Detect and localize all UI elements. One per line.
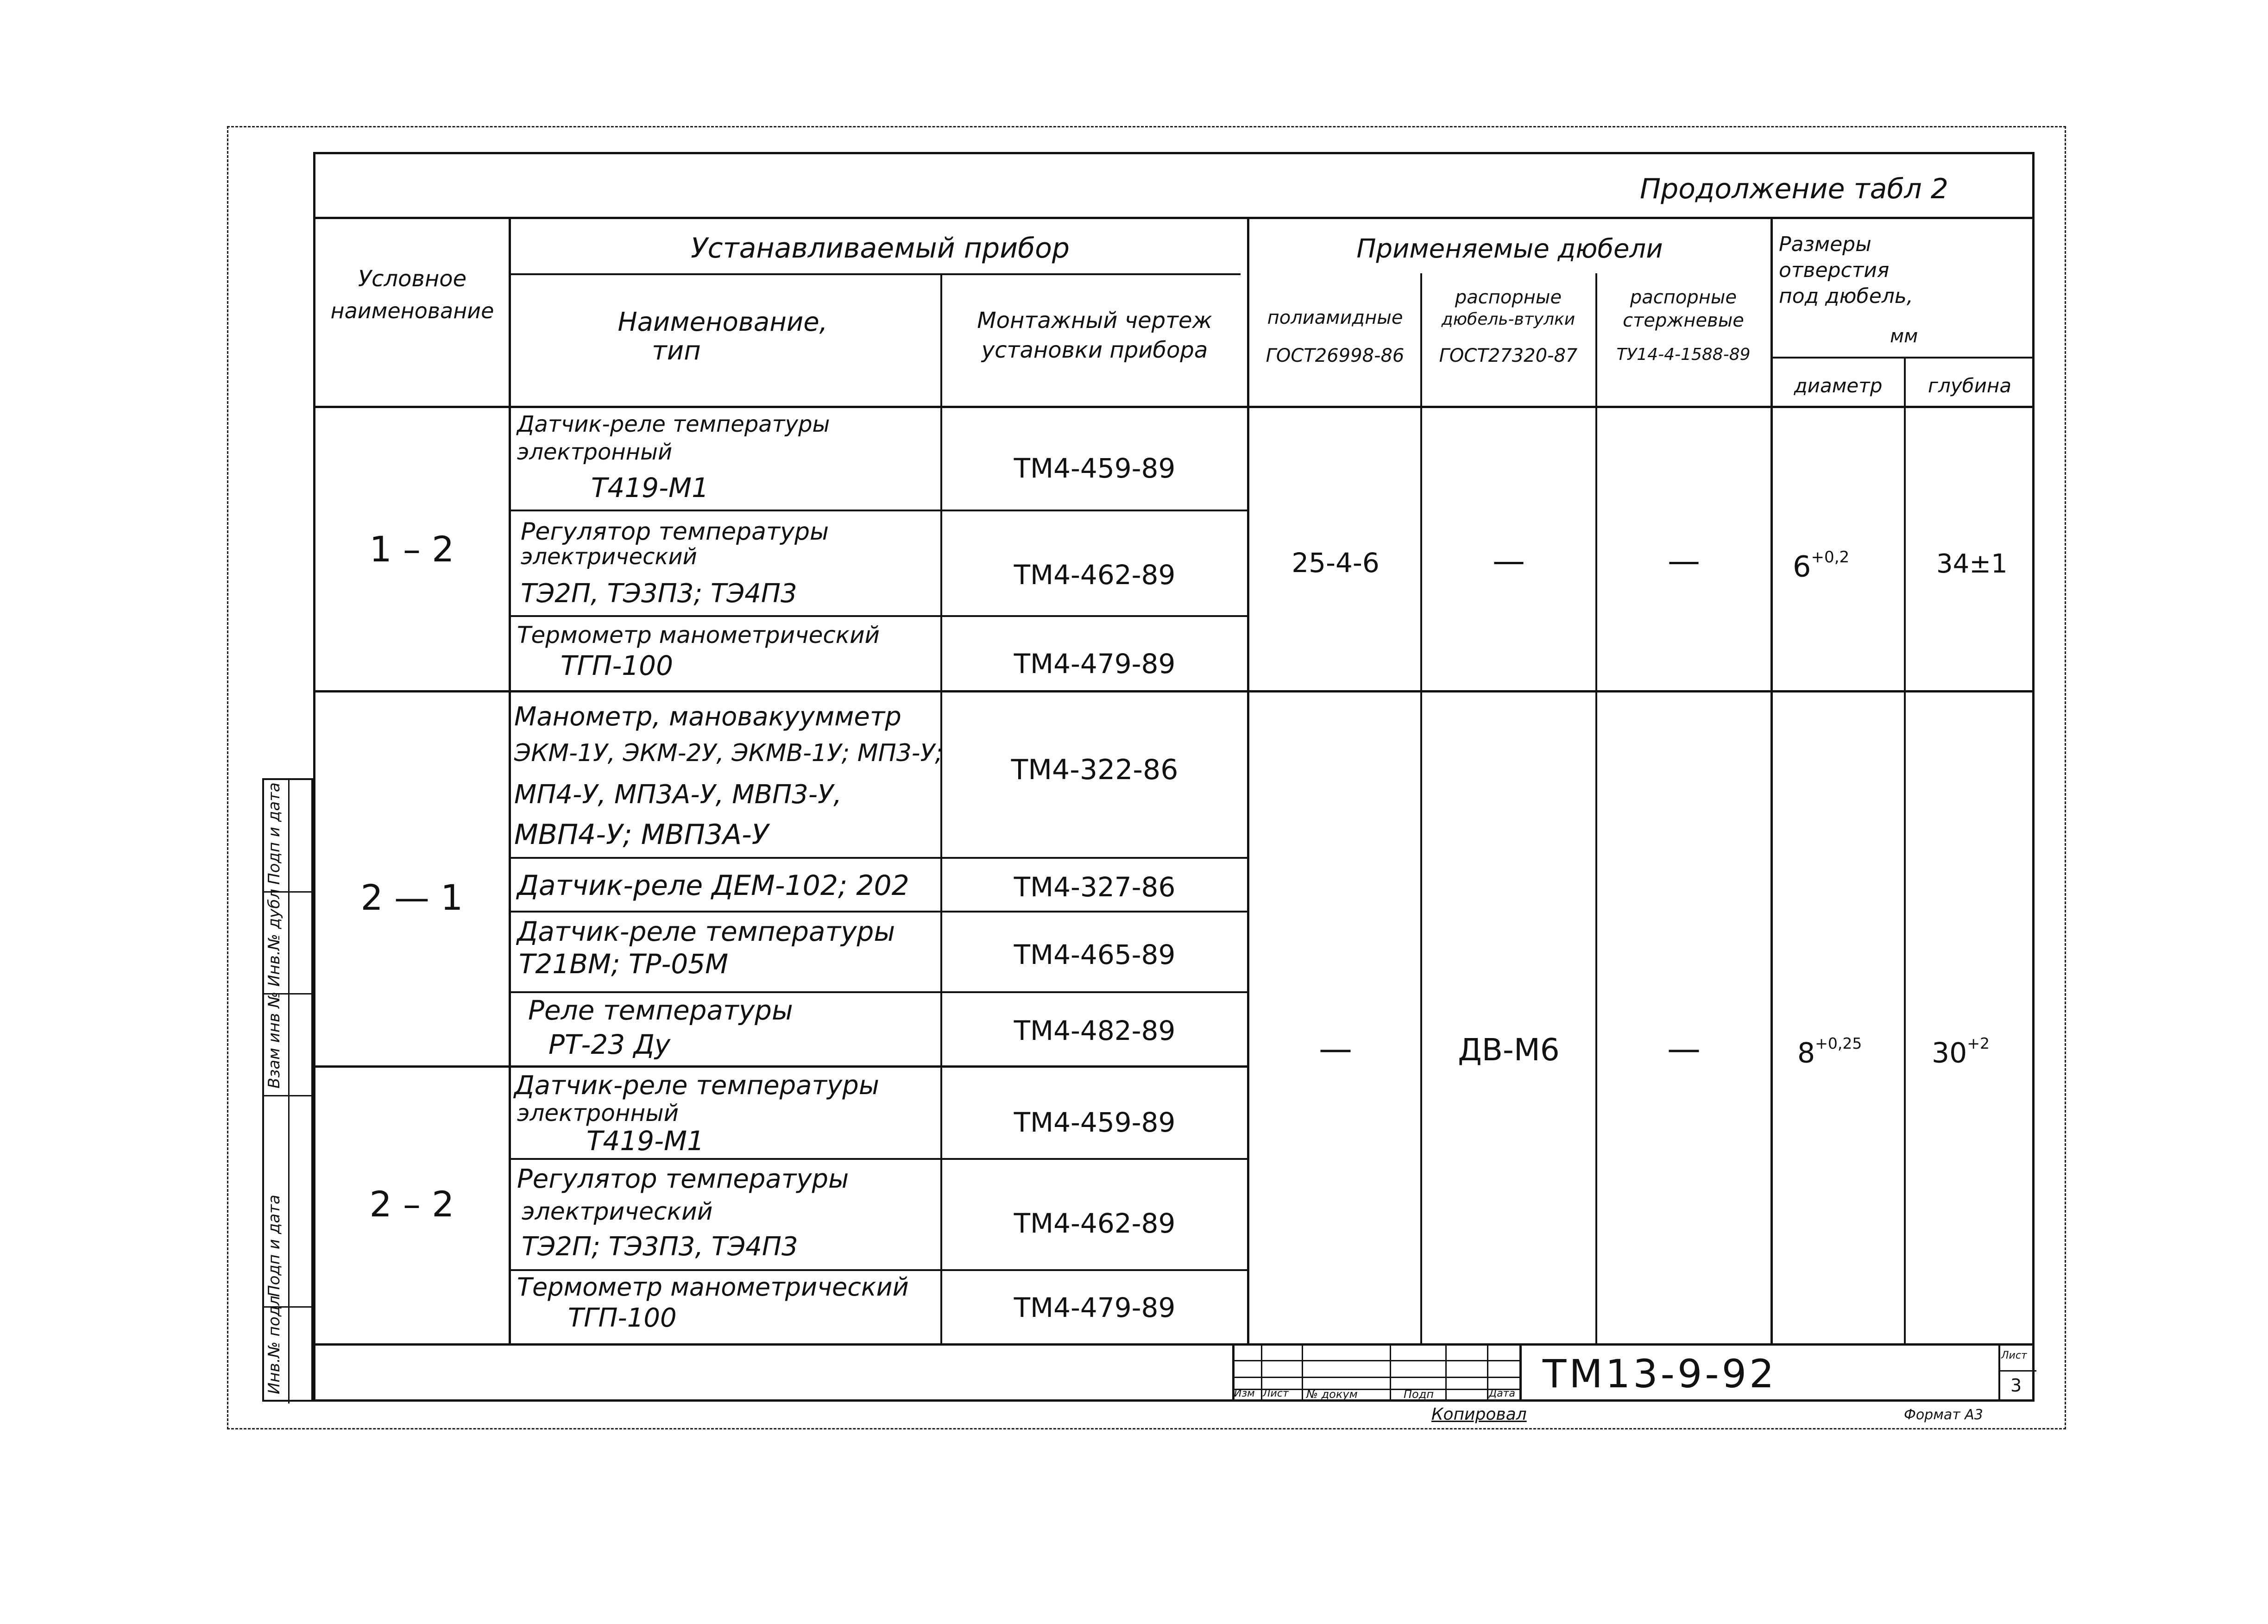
- row-name-line: Т419-М1: [591, 472, 709, 504]
- side-stamp-label: Взам инв №: [265, 991, 284, 1089]
- stamp-col-label: Дата: [1489, 1388, 1515, 1399]
- side-stamp-label: Подп и дата: [265, 782, 284, 885]
- row-name-line: Датчик-реле ДЕМ-102; 202: [517, 869, 909, 902]
- row-name-line: электронный: [517, 439, 673, 465]
- header-sleeve-line2: дюбель-втулки: [1441, 310, 1575, 329]
- doc-code: ТМ13-9-92: [1543, 1351, 1777, 1397]
- continuation-label: Продолжение табл 2: [1640, 173, 1948, 205]
- vline-name: [940, 273, 942, 1344]
- row-drawing: ТМ4-322-86: [1011, 754, 1178, 786]
- group-depth: 34±1: [1936, 549, 2008, 579]
- copied-label: Копировал: [1431, 1405, 1527, 1424]
- group-cond: 2 – 2: [369, 1183, 454, 1225]
- diam-base: 6: [1793, 549, 1811, 584]
- shared-rod: —: [1667, 1029, 1701, 1068]
- hline-row: [509, 991, 1249, 993]
- row-name-line: Регулятор температуры: [517, 1164, 849, 1194]
- header-poly-line2: ГОСТ26998-86: [1266, 345, 1405, 366]
- side-stamp-label: Подп и дата: [265, 1195, 284, 1297]
- stamp-col-label: Лист: [1263, 1388, 1289, 1399]
- vline-sleeve: [1595, 273, 1597, 1344]
- hline-row: [509, 510, 1249, 511]
- row-name-line: ТГП-100: [568, 1303, 677, 1333]
- row-name-line: Т419-М1: [586, 1125, 705, 1157]
- sheet-label: Лист: [2001, 1350, 2027, 1361]
- depth-tol: +2: [1967, 1034, 1990, 1052]
- hline-table-end: [313, 1343, 2035, 1346]
- header-rod-line3: ТУ14-4-1588-89: [1616, 345, 1751, 364]
- vline-poly: [1420, 273, 1422, 1344]
- hline-row: [509, 1269, 1249, 1271]
- row-drawing: ТМ4-479-89: [1014, 1292, 1176, 1323]
- group-diameter: [1793, 548, 1850, 584]
- group-sleeve: —: [1493, 542, 1525, 580]
- vline-drawing: [1247, 217, 1249, 1344]
- diam-tol: +0,25: [1815, 1034, 1862, 1052]
- header-sleeve-line3: ГОСТ27320-87: [1439, 345, 1578, 366]
- stamp-col-label: Изм: [1234, 1388, 1255, 1399]
- header-poly-line1: полиамидные: [1267, 307, 1403, 328]
- vline-diam: [1904, 357, 1906, 1344]
- header-hole-line4: мм: [1890, 326, 1918, 347]
- hline-header-bottom: [313, 406, 2035, 408]
- header-cond-line2: наименование: [330, 298, 494, 323]
- row-drawing: ТМ4-482-89: [1014, 1015, 1176, 1046]
- group-rod: —: [1668, 542, 1700, 580]
- row-drawing: ТМ4-479-89: [1014, 648, 1176, 680]
- hline-sub2: [1770, 357, 2035, 359]
- shared-sleeve: ДВ-М6: [1458, 1032, 1560, 1068]
- hline-row: [509, 615, 1249, 617]
- row-name-line: Реле температуры: [528, 995, 793, 1026]
- row-name-line: Датчик-реле температуры: [514, 1070, 880, 1101]
- row-name-line: МП4-У, МП3А-У, МВП3-У,: [514, 780, 842, 810]
- group-cond: 1 – 2: [369, 529, 454, 570]
- row-name-line: электронный: [517, 1100, 679, 1127]
- row-drawing: ТМ4-459-89: [1014, 453, 1176, 484]
- side-stamp-label: Инв.№ дубл: [265, 888, 284, 987]
- diam-base: 8: [1797, 1037, 1815, 1070]
- row-name-line: Т21ВМ; ТР-05М: [519, 948, 729, 980]
- row-drawing: ТМ4-465-89: [1014, 939, 1176, 970]
- row-name-line: РТ-23 Ду: [548, 1029, 671, 1060]
- hline-row: [509, 911, 1249, 913]
- hline-row: [509, 1158, 1249, 1160]
- row-name-line: электрический: [521, 544, 697, 570]
- format-label: Формат А3: [1904, 1407, 1983, 1423]
- header-rod-line2: стержневые: [1623, 310, 1744, 331]
- hline-row: [509, 857, 1249, 859]
- row-name-line: Термометр манометрический: [517, 1272, 909, 1302]
- row-name-line: Термометр манометрический: [517, 622, 880, 648]
- shared-poly: —: [1319, 1029, 1352, 1068]
- row-name-line: Датчик-реле температуры: [517, 916, 895, 947]
- header-diameter: диаметр: [1794, 374, 1883, 397]
- hline-group2-end: [313, 1065, 1249, 1068]
- hline-sub1: [509, 273, 1241, 275]
- header-sleeve-line1: распорные: [1455, 287, 1562, 308]
- stamp-col-label: Подп: [1404, 1388, 1434, 1401]
- vline-cond: [509, 217, 511, 1344]
- shared-diameter: [1797, 1034, 1862, 1070]
- row-name-line: электрический: [522, 1198, 713, 1226]
- hline-header-top: [313, 217, 2035, 219]
- group-cond: 2 — 1: [360, 877, 463, 918]
- depth-base: 30: [1932, 1037, 1967, 1070]
- header-depth: глубина: [1928, 374, 2012, 397]
- header-hole-line3: под дюбель,: [1779, 284, 1913, 308]
- header-dowels-used: Применяемые дюбели: [1356, 234, 1663, 264]
- diam-tol: +0,2: [1811, 548, 1850, 567]
- row-drawing: ТМ4-459-89: [1014, 1107, 1176, 1138]
- row-name-line: Регулятор температуры: [521, 518, 829, 546]
- row-name-line: ТЭ2П; ТЭ3П3, ТЭ4П3: [522, 1232, 798, 1262]
- row-drawing: ТМ4-462-89: [1014, 559, 1176, 591]
- header-installed-device: Устанавливаемый прибор: [691, 232, 1070, 264]
- side-stamp-label: Инв.№ подл: [265, 1296, 284, 1394]
- header-hole-line2: отверстия: [1779, 258, 1890, 282]
- row-drawing: ТМ4-462-89: [1014, 1208, 1176, 1239]
- header-name-line1: Наименование,: [617, 307, 828, 337]
- row-name-line: МВП4-У; МВП3А-У: [514, 818, 769, 851]
- row-name-line: Датчик-реле температуры: [517, 411, 830, 437]
- header-drawing-line1: Монтажный чертеж: [977, 308, 1212, 334]
- row-name-line: ТГП-100: [561, 650, 673, 681]
- stamp-col-label: № докум: [1306, 1388, 1358, 1401]
- row-name-line: Манометр, мановакуумметр: [514, 702, 901, 732]
- shared-depth: [1932, 1034, 1990, 1070]
- sheet-number: 3: [2010, 1375, 2022, 1396]
- row-name-line: ТЭ2П, ТЭ3П3; ТЭ4П3: [521, 579, 797, 609]
- row-name-line: ЭКМ-1У, ЭКМ-2У, ЭКМВ-1У; МП3-У;: [514, 739, 943, 767]
- hline-group1-end: [313, 690, 2035, 692]
- header-cond-line1: Условное: [358, 266, 467, 292]
- group-poly: 25-4-6: [1292, 547, 1380, 579]
- header-hole-line1: Размеры: [1779, 233, 1871, 256]
- header-drawing-line2: установки прибора: [981, 337, 1208, 363]
- header-name-line2: тип: [652, 336, 701, 366]
- header-rod-line1: распорные: [1630, 287, 1737, 308]
- row-drawing: ТМ4-327-86: [1014, 871, 1176, 903]
